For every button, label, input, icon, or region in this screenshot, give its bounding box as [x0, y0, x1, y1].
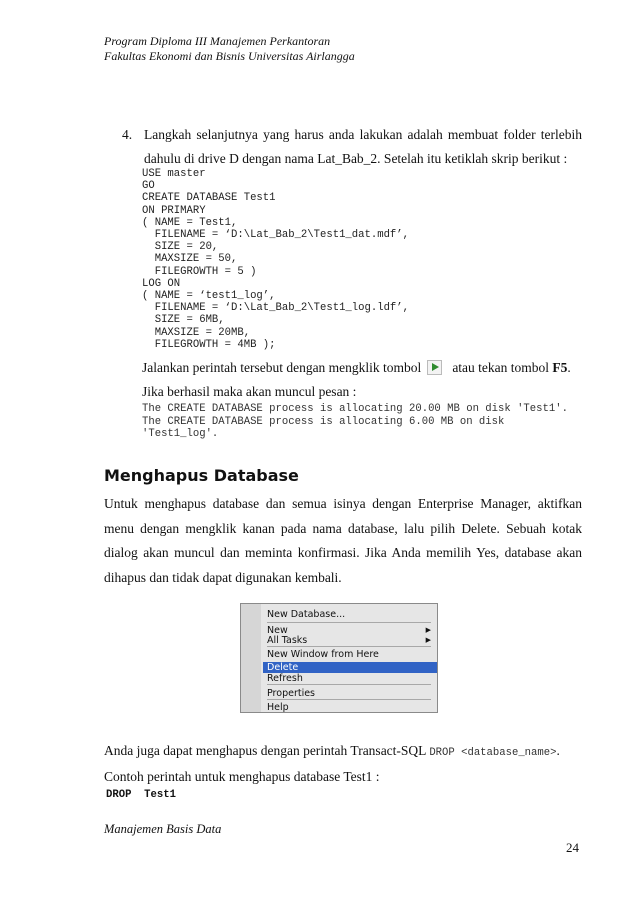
menu-item-label: Help [267, 702, 289, 713]
script-line: FILENAME = ‘D:\Lat_Bab_2\Test1_dat.mdf’, [142, 229, 410, 242]
menu-separator [267, 684, 431, 685]
drop-syntax: DROP <database_name> [429, 747, 557, 759]
script-line: ON PRIMARY [142, 204, 206, 217]
menu-left-strip [241, 604, 261, 712]
drop-line-2: Contoh perintah untuk menghapus database Test1 : [104, 769, 380, 784]
menu-item-label: New Window from Here [267, 649, 379, 660]
menu-item-refresh[interactable] [265, 673, 435, 684]
run-key: F5 [552, 360, 568, 375]
script-line: GO [142, 180, 155, 193]
drop-text-after: . [556, 743, 560, 758]
section-title: Menghapus Database [104, 466, 299, 485]
script-line: MAXSIZE = 50, [142, 253, 238, 266]
submenu-arrow-icon: ▶ [425, 626, 431, 634]
script-line: LOG ON [142, 277, 181, 290]
menu-item-all-tasks[interactable] [265, 635, 435, 646]
menu-item-new-window-from-here[interactable] [265, 649, 435, 660]
menu-separator [267, 646, 431, 647]
menu-separator [267, 699, 431, 700]
script-line: SIZE = 20, [142, 241, 219, 254]
header-line-1: Program Diploma III Manajemen Perkantoran [104, 34, 331, 48]
footer-title: Manajemen Basis Data [104, 822, 222, 836]
script-line: FILEGROWTH = 4MB ); [142, 338, 276, 351]
menu-item-label: All Tasks [267, 635, 308, 646]
script-line: MAXSIZE = 20MB, [142, 326, 251, 339]
menu-item-label: New [267, 625, 288, 636]
step-4 [122, 123, 582, 171]
run-text-end: . Jika berhasil maka akan muncul pesan : [142, 360, 571, 399]
result-message: The CREATE DATABASE process is allocating 20.00 MB on disk 'Test1'. The CREATE DATABASE process is allocating 6.00 MB on disk 'Test1_log'. [142, 403, 568, 441]
menu-item-delete[interactable] [263, 662, 437, 673]
execute-play-icon [427, 360, 442, 375]
menu-item-help[interactable] [265, 702, 435, 713]
page-number: 24 [566, 840, 579, 855]
section-paragraph: Untuk menghapus database dan semua isinya dengan Enterprise Manager, aktifkan menu dengan mengklik kanan pada nama database, lalu pilih Delete. Sebuah kotak dialog akan muncul dan meminta konfirmasi. Jika Anda memilih Yes, database akan dihapus dan tidak dapat digunakan kembali. [104, 496, 582, 585]
script-line: CREATE DATABASE Test1 [142, 192, 276, 205]
menu-item-label: Delete [267, 662, 299, 673]
script-line: SIZE = 6MB, [142, 314, 225, 327]
run-text-after: atau tekan tombol [452, 360, 550, 375]
sql-script [142, 168, 409, 351]
step-text: Langkah selanjutnya yang harus anda lakukan adalah membuat folder terlebih dahulu di drive D dengan nama Lat_Bab_2. Setelah itu ketiklah skrip berikut : [144, 127, 582, 166]
submenu-arrow-icon: ▶ [425, 636, 431, 644]
script-line: FILEGROWTH = 5 ) [142, 265, 257, 278]
drop-text-before: Anda juga dapat menghapus dengan perintah Transact-SQL [104, 743, 426, 758]
script-line: ( NAME = ‘test1_log’, [142, 290, 276, 303]
menu-item-label: Refresh [267, 673, 303, 684]
context-menu [240, 603, 438, 713]
menu-separator [267, 622, 431, 623]
menu-item-new-database[interactable] [265, 609, 435, 620]
step-number: 4. [122, 127, 133, 142]
menu-item-label: Properties [267, 688, 316, 699]
script-line: ( NAME = Test1, [142, 216, 238, 229]
script-line: FILENAME = ‘D:\Lat_Bab_2\Test1_log.ldf’, [142, 302, 410, 315]
menu-item-label: New Database... [267, 609, 346, 620]
script-line: USE master [142, 168, 206, 180]
run-text-before: Jalankan perintah tersebut dengan mengklik tombol [142, 360, 422, 375]
run-instruction [142, 356, 582, 404]
menu-item-properties[interactable] [265, 688, 435, 699]
header-line-2: Fakultas Ekonomi dan Bisnis Universitas Airlangga [104, 49, 355, 63]
drop-paragraph [104, 739, 560, 788]
drop-example: DROP Test1 [106, 789, 176, 801]
